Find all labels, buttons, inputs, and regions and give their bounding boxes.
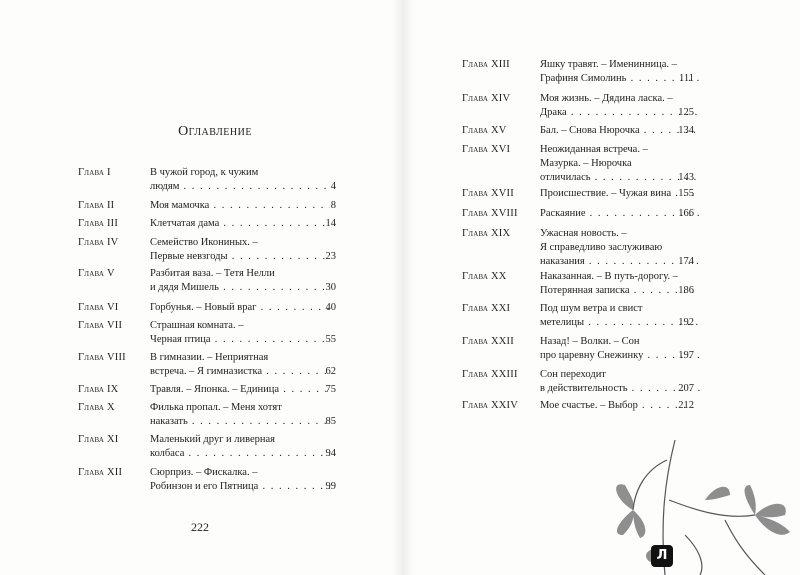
toc-title-line: Травля. – Японка. – Единица . . .: [150, 383, 330, 397]
toc-entry: [462, 270, 762, 298]
page-number: 222: [191, 520, 209, 534]
toc-entry: [462, 335, 762, 363]
toc-chapter-title: [150, 401, 330, 429]
toc-chapter-label: Глава X: [78, 402, 115, 413]
toc-chapter-title: [150, 166, 330, 194]
toc-title-line: Мое счастье. – Выбор . . .: [540, 399, 700, 413]
toc-title-line: Яшку травят. – Именинница. –: [540, 59, 677, 70]
toc-chapter-title: [150, 217, 330, 231]
toc-title-line: наказания . . .: [540, 255, 700, 269]
toc-title: Оглавление: [178, 124, 252, 139]
toc-chapter-label: Глава XIX: [462, 228, 511, 239]
toc-page-number: 99: [325, 481, 336, 492]
flower-illustration: [605, 440, 800, 575]
toc-chapter-label: Глава XVII: [462, 188, 514, 199]
toc-entry: [78, 319, 378, 347]
toc-title-line: Черная птица . . .: [150, 333, 330, 347]
toc-page-number: 85: [325, 416, 336, 427]
toc-entry: [462, 124, 762, 138]
toc-title-line: Первые невзгоды . . .: [150, 250, 330, 264]
toc-page-number: 75: [325, 384, 336, 395]
toc-title-line: Потерянная записка . . .: [540, 284, 700, 298]
toc-entry: [462, 92, 762, 120]
toc-entry: [78, 466, 378, 494]
toc-entry: [78, 383, 378, 397]
toc-chapter-label: Глава XIV: [462, 93, 511, 104]
toc-entry: [462, 58, 762, 86]
toc-entry: [462, 302, 762, 330]
toc-title-line: Страшная комната. –: [150, 320, 244, 331]
toc-entry: [78, 217, 378, 231]
toc-title-line: Филька пропал. – Меня хотят: [150, 402, 282, 413]
toc-chapter-label: Глава I: [78, 167, 111, 178]
toc-page-number: 40: [325, 302, 336, 313]
toc-entry: [78, 267, 378, 295]
toc-title-line: Неожиданная встреча. –: [540, 144, 648, 155]
toc-chapter-label: Глава XIII: [462, 59, 510, 70]
toc-title-line: Ужасная новость. –: [540, 228, 627, 239]
toc-chapter-label: Глава XI: [78, 434, 119, 445]
toc-chapter-label: Глава V: [78, 268, 115, 279]
toc-entry: [78, 351, 378, 379]
toc-chapter-label: Глава XII: [78, 467, 123, 478]
toc-title-line: Под шум ветра и свист: [540, 303, 643, 314]
toc-entry: [78, 236, 378, 264]
toc-chapter-title: [150, 351, 330, 379]
toc-entry: [78, 199, 378, 213]
toc-chapter-title: [150, 383, 330, 397]
toc-title-line: Сон переходит: [540, 369, 606, 380]
toc-page-number: 186: [678, 285, 694, 296]
toc-entry: [462, 143, 762, 185]
toc-title-line: людям . . .: [150, 180, 330, 194]
toc-title-line: Моя жизнь. – Дядина ласка. –: [540, 93, 673, 104]
toc-chapter-label: Глава III: [78, 218, 119, 229]
toc-title-line: В гимназии. – Неприятная: [150, 352, 269, 363]
toc-chapter-label: Глава IV: [78, 237, 119, 248]
toc-page-number: 23: [325, 251, 336, 262]
toc-chapter-title: [150, 433, 330, 461]
toc-title-line: в действительность . . .: [540, 382, 700, 396]
toc-page-number: 192: [678, 317, 694, 328]
toc-page-number: 94: [325, 448, 336, 459]
toc-title-line: Клетчатая дама . . .: [150, 217, 330, 231]
toc-entry: [462, 227, 762, 269]
toc-page-number: 207: [678, 383, 694, 394]
toc-title-line: Происшествие. – Чужая вина . . .: [540, 187, 700, 201]
toc-title-line: и дядя Мишель . . .: [150, 281, 330, 295]
toc-page-number: 125: [678, 107, 694, 118]
toc-entry: [78, 301, 378, 315]
toc-title-line: Робинзон и его Пятница . . .: [150, 480, 330, 494]
toc-page-number: 134: [678, 125, 694, 136]
toc-title-line: Маленький друг и ливерная: [150, 434, 276, 445]
toc-page-number: 111: [679, 73, 694, 84]
toc-entry: [78, 401, 378, 429]
toc-entry: [462, 399, 762, 413]
toc-title-line: встреча. – Я гимназистка . . .: [150, 365, 330, 379]
toc-title-line: про царевну Снежинку . . .: [540, 349, 700, 363]
toc-page-number: 155: [678, 188, 694, 199]
toc-chapter-label: Глава VIII: [78, 352, 126, 363]
toc-page-number: 212: [678, 400, 694, 411]
toc-chapter-label: Глава XXI: [462, 303, 511, 314]
toc-title-line: наказать . . .: [150, 415, 330, 429]
toc-page-number: 143: [678, 172, 694, 183]
toc-page-number: 14: [325, 218, 336, 229]
toc-chapter-label: Глава XVIII: [462, 208, 518, 219]
toc-entry: [78, 433, 378, 461]
toc-title-line: Мазурка. – Нюрочка: [540, 158, 632, 169]
toc-chapter-label: Глава XXIII: [462, 369, 518, 380]
toc-chapter-label: Глава II: [78, 200, 115, 211]
toc-title-line: колбаса . . .: [150, 447, 330, 461]
toc-chapter-title: [150, 319, 330, 347]
toc-title-line: метелицы . . .: [540, 316, 700, 330]
toc-page-number: 55: [325, 334, 336, 345]
toc-entry: [462, 207, 762, 221]
toc-chapter-label: Глава XXII: [462, 336, 514, 347]
toc-page-number: 174: [678, 256, 694, 267]
toc-entry: [462, 368, 762, 396]
toc-title-line: Моя мамочка . . .: [150, 199, 330, 213]
toc-entry: [462, 187, 762, 201]
toc-chapter-title: [150, 236, 330, 264]
toc-chapter-label: Глава XXIV: [462, 400, 519, 411]
toc-page-number: 166: [678, 208, 694, 219]
toc-title-line: Я справедливо заслуживаю: [540, 242, 663, 253]
toc-chapter-label: Глава IX: [78, 384, 119, 395]
toc-chapter-title: [150, 199, 330, 213]
toc-page-number: 4: [330, 181, 336, 192]
toc-page-number: 197: [678, 350, 694, 361]
toc-title-line: Наказанная. – В путь-дорогу. –: [540, 271, 678, 282]
toc-title-line: отличилась . . .: [540, 171, 700, 185]
toc-title-line: Разбитая ваза. – Тетя Нелли: [150, 268, 275, 279]
toc-title-line: В чужой город, к чужим: [150, 167, 259, 178]
toc-title-line: Семейство Икониных. –: [150, 237, 258, 248]
toc-title-line: Бал. – Снова Нюрочка . . .: [540, 124, 700, 138]
toc-chapter-label: Глава XX: [462, 271, 507, 282]
toc-chapter-label: Глава VI: [78, 302, 119, 313]
toc-page-number: 62: [325, 366, 336, 377]
toc-chapter-label: Глава VII: [78, 320, 123, 331]
toc-title-line: Раскаяние . . .: [540, 207, 700, 221]
toc-title-line: Сюрприз. – Фискалка. –: [150, 467, 258, 478]
toc-chapter-label: Глава XV: [462, 125, 507, 136]
toc-chapter-label: Глава XVI: [462, 144, 511, 155]
toc-entry: [78, 166, 378, 194]
toc-title-line: Горбунья. – Новый враг . . .: [150, 301, 330, 315]
toc-title-line: Драка . . .: [540, 106, 700, 120]
book-gutter: [392, 0, 414, 575]
toc-chapter-title: [150, 466, 330, 494]
toc-chapter-title: [150, 301, 330, 315]
toc-title-line: Назад! – Волки. – Сон: [540, 336, 640, 347]
publisher-logo-badge: Л: [651, 545, 673, 567]
toc-page-number: 8: [330, 200, 336, 211]
toc-chapter-title: [150, 267, 330, 295]
toc-title-line: Графиня Симолинь . . .: [540, 72, 700, 86]
toc-page-number: 30: [325, 282, 336, 293]
